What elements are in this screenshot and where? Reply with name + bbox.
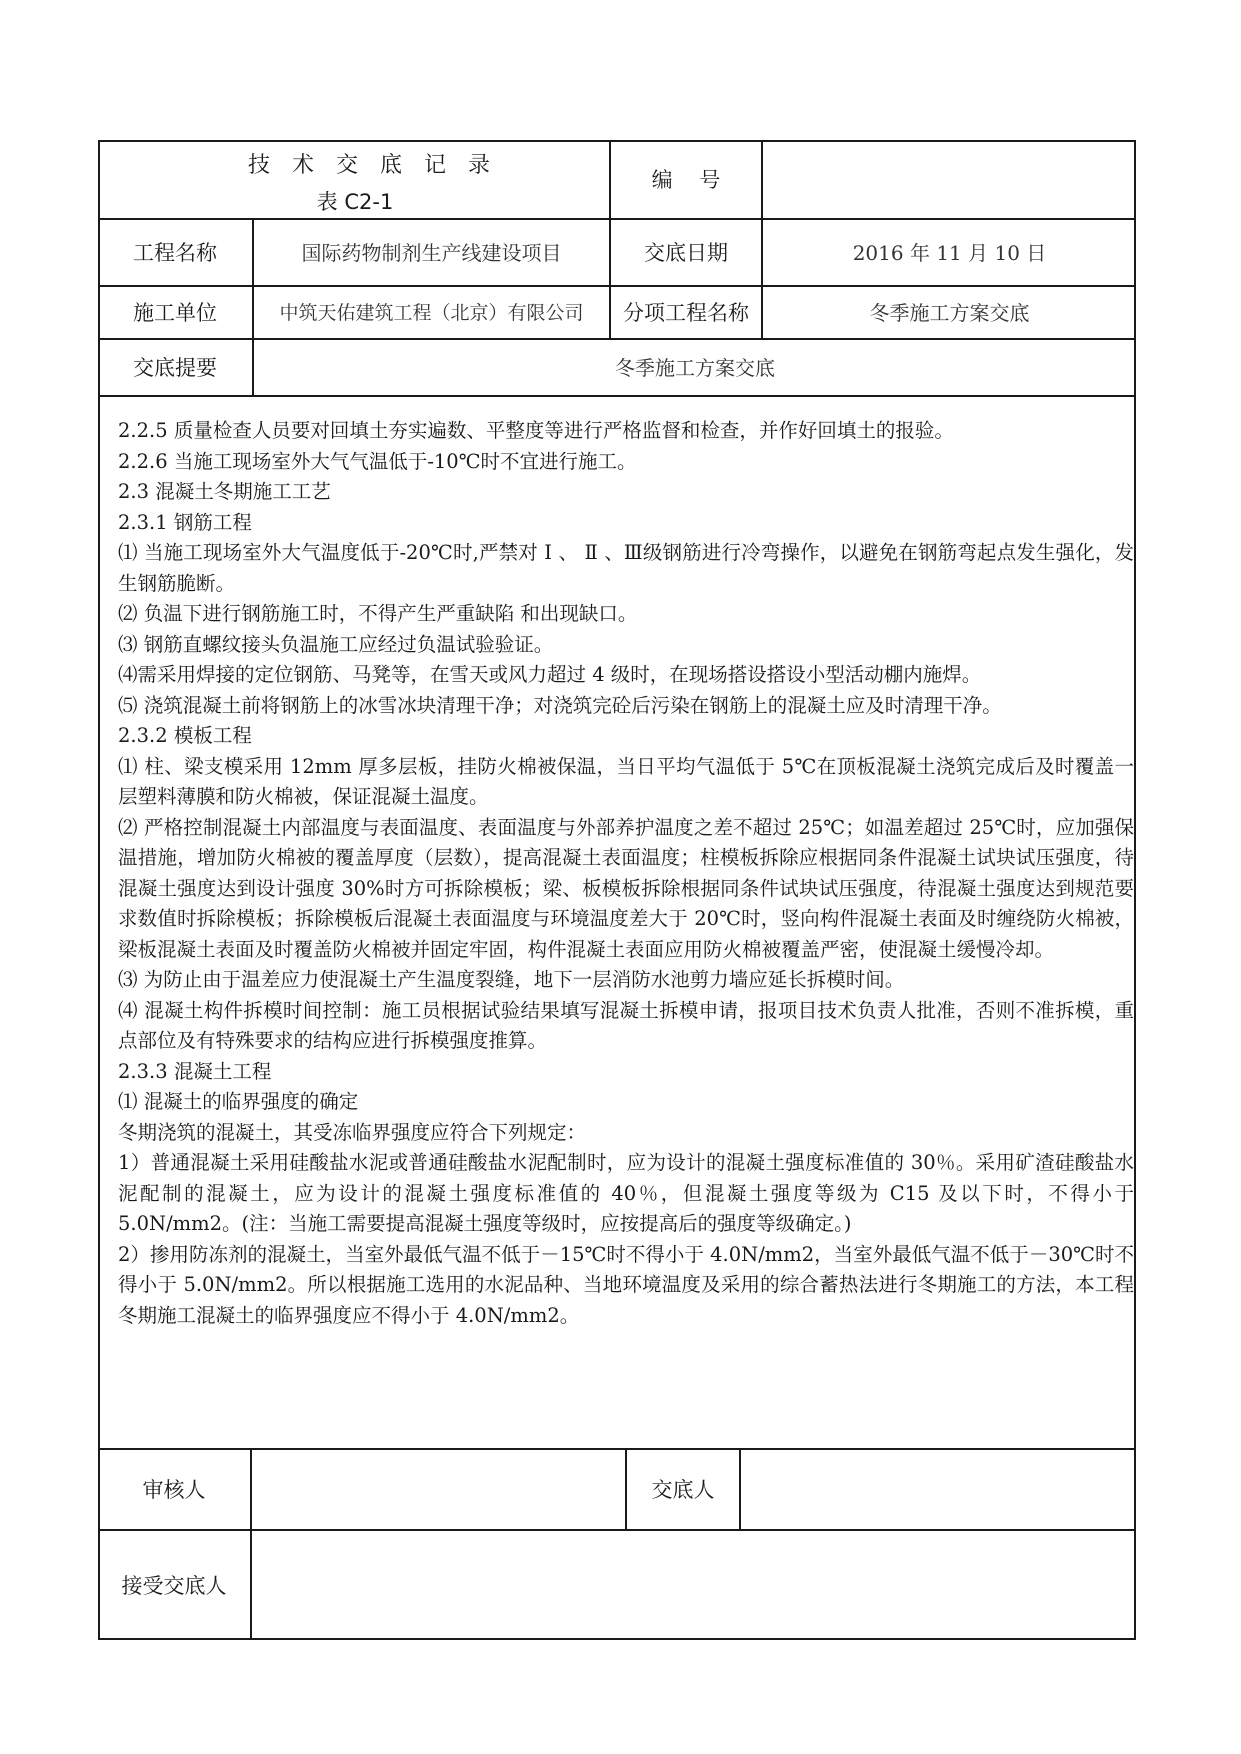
paragraph: ⑶ 钢筋直螺纹接头负温施工应经过负温试验验证。 — [118, 632, 554, 656]
receiver-signature-field[interactable] — [252, 1529, 1136, 1640]
disclosure-date: 2016 年 11 月 10 日 — [852, 241, 1047, 265]
discloser-label: 交底人 — [651, 1477, 715, 1502]
contractor-label: 施工单位 — [133, 300, 217, 325]
subitem-label: 分项工程名称 — [623, 300, 749, 325]
paragraph: ⑸ 浇筑混凝土前将钢筋上的冰雪冰块清理干净；对浇筑完砼后污染在钢筋上的混凝土应及时清理干净。 — [118, 693, 1002, 717]
paragraph: 2.2.6 当施工现场室外大气气温低于-10℃时不宜进行施工。 — [118, 449, 637, 473]
paragraph: 冬期浇筑的混凝土，其受冻临界强度应符合下列规定： — [118, 1120, 587, 1144]
paragraph: ⑴ 混凝土的临界强度的确定 — [118, 1090, 359, 1113]
paragraph: 1）普通混凝土采用硅酸盐水泥或普通硅酸盐水泥配制时，应为设计的混凝土强度标准值的 30％。采用矿渣硅酸盐水泥配制的混凝土，应为设计的混凝土强度标准值的 40％，但混凝土强度等级为 C15 及以下时，不得小于 5.0N/mm2。(注：当施工需要提高混凝土强度等级时，应按提高后的强度等级确定。) — [118, 1151, 1134, 1235]
paragraph: 2）掺用防冻剂的混凝土，当室外最低气温不低于－15℃时不得小于 4.0N/mm2，当室外最低气温不低于－30℃时不得小于 5.0N/mm2。所以根据施工选用的水泥品种、当地环境温度及采用的综合蓄热法进行冬期施工的方法，本工程冬期施工混凝土的临界强度应不得小于 4.0N/mm2。 — [118, 1242, 1134, 1327]
discloser-signature-field[interactable] — [741, 1448, 1136, 1529]
subitem-name: 冬季施工方案交底 — [869, 301, 1030, 325]
rule-summary — [98, 395, 1136, 397]
disclosure-content — [118, 416, 1134, 1331]
paragraph: ⑵ 负温下进行钢筋施工时，不得产生严重缺陷 和出现缺口。 — [118, 602, 638, 625]
paragraph: ⑴ 柱、梁支模采用 12mm 厚多层板，挂防火棉被保温，当日平均气温低于 5℃在顶板混凝土浇筑完成后及时覆盖一层塑料薄膜和防火棉被，保证混凝土温度。 — [118, 754, 1134, 808]
paragraph: 2.2.5 质量检查人员要对回填土夯实遍数、平整度等进行严格监督和检查，并作好回填土的报验。 — [118, 419, 954, 442]
section-heading: 2.3.3 混凝土工程 — [118, 1059, 272, 1083]
receiver-label: 接受交底人 — [121, 1573, 227, 1598]
number-label: 编 号 — [651, 168, 721, 192]
form-number: 表 C2-1 — [316, 190, 394, 214]
form-title: 技术交底记录 — [247, 152, 512, 178]
section-heading: 2.3.1 钢筋工程 — [118, 510, 252, 534]
paragraph: ⑵ 严格控制混凝土内部温度与表面温度、表面温度与外部养护温度之差不超过 25℃；如温差超过 25℃时，应加强保温措施，增加防火棉被的覆盖厚度（层数），提高混凝土表面温度；柱模板拆除应根据同条件混凝土试块试压强度，待混凝土强度达到设计强度 30%时方可拆除模板；梁、板模板拆除根据同条件试块试压强度，待混凝土强度达到规范要求数值时拆除模板；拆除模板后混凝土表面温度与环境温度差大于 20℃时，竖向构件混凝土表面及时缠绕防火棉被，梁板混凝土表面及时覆盖防火棉被并固定牢固，构件混凝土表面应用防火棉被覆盖严密，使混凝土缓慢冷却。 — [118, 815, 1134, 961]
reviewer-label: 审核人 — [142, 1477, 206, 1502]
section-heading: 2.3.2 模板工程 — [118, 724, 252, 747]
summary-value: 冬季施工方案交底 — [615, 356, 775, 380]
contractor-name: 中筑天佑建筑工程（北京）有限公司 — [279, 302, 584, 324]
project-name: 国际药物制剂生产线建设项目 — [301, 241, 562, 265]
number-value[interactable] — [763, 140, 1136, 218]
reviewer-signature-field[interactable] — [252, 1448, 625, 1529]
paragraph: ⑷需采用焊接的定位钢筋、马凳等，在雪天或风力超过 4 级时，在现场搭设搭设小型活动棚内施焊。 — [118, 663, 982, 686]
summary-label: 交底提要 — [133, 355, 217, 380]
paragraph: ⑶ 为防止由于温差应力使混凝土产生温度裂缝，地下一层消防水池剪力墙应延长拆模时间。 — [118, 968, 905, 991]
project-name-label: 工程名称 — [133, 240, 217, 265]
paragraph: ⑷ 混凝土构件拆模时间控制：施工员根据试验结果填写混凝土拆模申请，报项目技术负责人批准，否则不准拆模，重点部位及有特殊要求的结构应进行拆模强度推算。 — [118, 998, 1134, 1052]
date-label: 交底日期 — [644, 240, 728, 265]
section-heading: 2.3 混凝土冬期施工工艺 — [118, 480, 331, 503]
paragraph: ⑴ 当施工现场室外大气温度低于-20℃时,严禁对 Ⅰ 、 Ⅱ 、Ⅲ级钢筋进行冷弯操作，以避免在钢筋弯起点发生强化，发生钢筋脆断。 — [118, 541, 1134, 595]
